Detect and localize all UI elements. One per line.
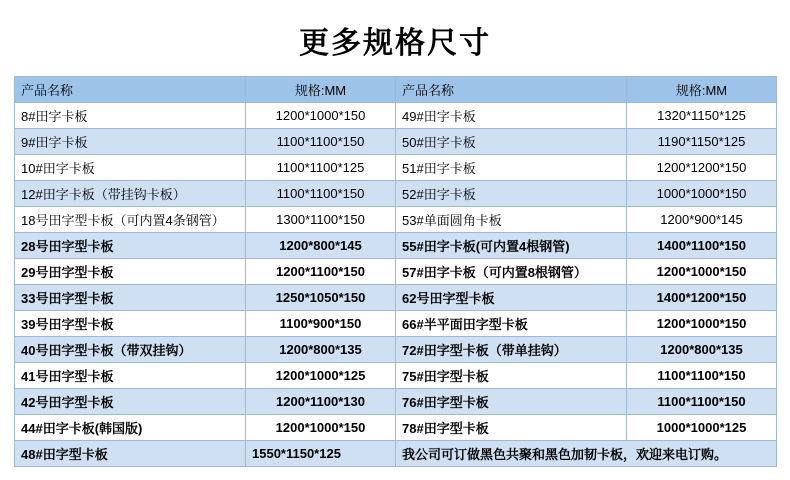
header-spec-right: 规格:MM [627,77,777,103]
product-name: 10#田字卡板 [15,155,246,181]
header-spec-left: 规格:MM [246,77,396,103]
product-name: 48#田字型卡板 [15,441,246,467]
product-name: 53#单面圆角卡板 [396,207,627,233]
product-spec: 1200*1000*150 [246,415,396,441]
product-spec: 1100*1100*150 [246,181,396,207]
product-spec: 1200*1000*150 [246,103,396,129]
product-spec: 1320*1150*125 [627,103,777,129]
product-spec: 1200*1100*150 [246,259,396,285]
product-name: 57#田字卡板（可内置8根钢管） [396,259,627,285]
table-row [15,415,777,441]
product-spec: 1550*1150*125 [246,441,396,467]
product-spec: 1300*1100*150 [246,207,396,233]
product-name: 52#田字卡板 [396,181,627,207]
table-row [15,389,777,415]
product-spec: 1200*800*135 [627,337,777,363]
product-spec: 1100*900*150 [246,311,396,337]
product-name: 8#田字卡板 [15,103,246,129]
product-spec: 1200*1100*130 [246,389,396,415]
product-spec: 1100*1100*150 [627,389,777,415]
table-row-note [15,441,777,467]
product-name: 62号田字型卡板 [396,285,627,311]
product-name: 9#田字卡板 [15,129,246,155]
product-name: 49#田字卡板 [396,103,627,129]
header-product-name-left: 产品名称 [15,77,246,103]
page-title: 更多规格尺寸 [299,27,491,60]
table-row [15,129,777,155]
product-name: 55#田字卡板(可内置4根钢管) [396,233,627,259]
table-row [15,285,777,311]
product-name: 72#田字型卡板（带单挂钩） [396,337,627,363]
product-spec: 1100*1100*125 [246,155,396,181]
order-note: 我公司可订做黑色共聚和黑色加韧卡板，欢迎来电订购。 [396,441,777,467]
table-row [15,259,777,285]
product-spec: 1200*900*145 [627,207,777,233]
product-name: 51#田字卡板 [396,155,627,181]
product-spec: 1100*1100*150 [246,129,396,155]
product-spec: 1000*1000*150 [627,181,777,207]
product-spec: 1200*1000*150 [627,259,777,285]
product-name: 39号田字型卡板 [15,311,246,337]
product-name: 12#田字卡板（带挂钩卡板） [15,181,246,207]
product-spec: 1400*1200*150 [627,285,777,311]
product-name: 76#田字型卡板 [396,389,627,415]
header-product-name-right: 产品名称 [396,77,627,103]
table-row [15,181,777,207]
product-name: 78#田字型卡板 [396,415,627,441]
product-name: 18号田字型卡板（可内置4条钢管） [15,207,246,233]
product-spec: 1200*800*135 [246,337,396,363]
table-row [15,337,777,363]
spec-table [14,76,777,467]
product-name: 33号田字型卡板 [15,285,246,311]
product-spec: 1200*1000*125 [246,363,396,389]
product-name: 42号田字型卡板 [15,389,246,415]
product-name: 44#田字卡板(韩国版) [15,415,246,441]
product-name: 75#田字型卡板 [396,363,627,389]
spec-table-body [15,77,777,467]
table-row [15,233,777,259]
product-name: 41号田字型卡板 [15,363,246,389]
product-name: 29号田字型卡板 [15,259,246,285]
table-row [15,207,777,233]
table-row [15,311,777,337]
product-spec: 1250*1050*150 [246,285,396,311]
table-container [0,76,790,467]
product-spec: 1200*1200*150 [627,155,777,181]
table-row [15,155,777,181]
product-spec: 1400*1100*150 [627,233,777,259]
product-spec: 1200*800*145 [246,233,396,259]
product-name: 40号田字型卡板（带双挂钩） [15,337,246,363]
product-spec: 1190*1150*125 [627,129,777,155]
product-spec: 1200*1000*150 [627,311,777,337]
product-spec: 1000*1000*125 [627,415,777,441]
table-row [15,363,777,389]
product-spec: 1100*1100*150 [627,363,777,389]
product-name: 66#半平面田字型卡板 [396,311,627,337]
product-name: 28号田字型卡板 [15,233,246,259]
product-name: 50#田字卡板 [396,129,627,155]
table-row [15,103,777,129]
table-header-row [15,77,777,103]
